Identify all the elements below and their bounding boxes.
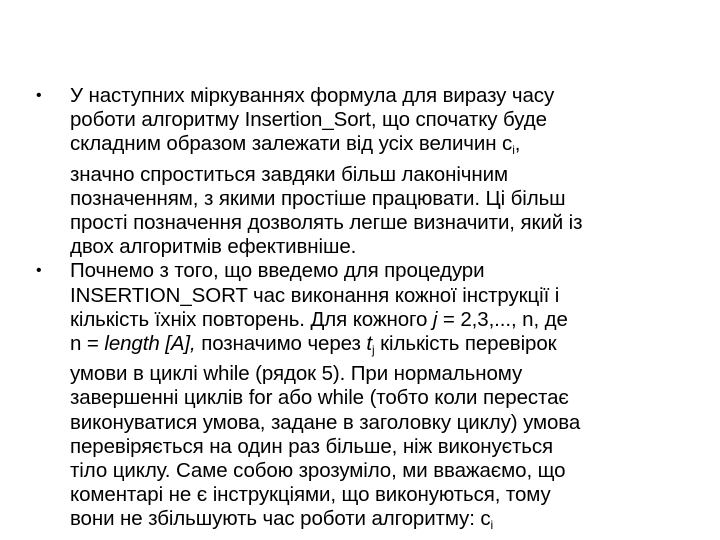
text-line: перевіряється на один раз більше, ніж виконується bbox=[70, 434, 554, 458]
text-run: кількість їхніх повторень. Для кожного bbox=[70, 307, 433, 331]
italic-variable: j bbox=[432, 307, 438, 331]
text-line bbox=[70, 308, 694, 332]
text-run: вони не збільшують час роботи алгоритму: c bbox=[70, 507, 491, 531]
text-line: значно спроститься завдяки більш лаконічним bbox=[70, 162, 508, 186]
text-line: завершенні циклів for або while (тобто коли перестає bbox=[70, 386, 569, 410]
text-line: умови в циклі while (рядок 5). При нормальному bbox=[70, 362, 523, 386]
text-line: роботи алгоритму Insertion_Sort, що спочатку буде bbox=[70, 108, 547, 132]
text-line: У наступних міркуваннях формула для виразу часу bbox=[70, 84, 555, 107]
text-line: тіло циклу. Саме собою зрозуміло, ми вважаємо, що bbox=[70, 459, 566, 483]
text-run: складним образом залежати від усіх величин c bbox=[70, 132, 513, 156]
text-line bbox=[70, 132, 694, 162]
text-line: Почнемо з того, що введемо для процедури bbox=[70, 259, 485, 283]
text-run: , bbox=[514, 132, 521, 156]
text-line: двох алгоритмів ефективніше. bbox=[70, 235, 357, 259]
bullet-item-2 bbox=[34, 259, 694, 537]
text-run: = 2,3,..., n, де bbox=[437, 307, 568, 331]
text-line: виконуватися умова, задане в заголовку циклу) умова bbox=[70, 410, 581, 434]
text-run: позначимо через bbox=[195, 332, 367, 356]
text-line bbox=[70, 507, 694, 537]
italic-expression: length [A], bbox=[104, 332, 196, 356]
bullet-marker: • bbox=[36, 262, 42, 280]
text-run: n = bbox=[70, 332, 105, 356]
italic-variable: t bbox=[366, 332, 372, 356]
text-line: коментарі не є інструкціями, що виконуються, тому bbox=[70, 483, 551, 507]
subscript: j bbox=[372, 343, 375, 358]
text-run: кількість перевірок bbox=[374, 332, 557, 356]
bullet-marker: • bbox=[36, 87, 42, 104]
text-line bbox=[70, 332, 694, 362]
text-line: позначенням, з якими простіше працювати. Ці більш bbox=[70, 186, 566, 210]
bullet-item-1 bbox=[34, 84, 694, 259]
bullet-list bbox=[34, 84, 694, 538]
text-line: прості позначення дозволять легше визначити, який із bbox=[70, 211, 583, 235]
subscript: i bbox=[490, 518, 494, 533]
text-line: INSERTION_SORT час виконання кожної інструкції і bbox=[70, 283, 560, 307]
subscript: i bbox=[512, 143, 515, 158]
